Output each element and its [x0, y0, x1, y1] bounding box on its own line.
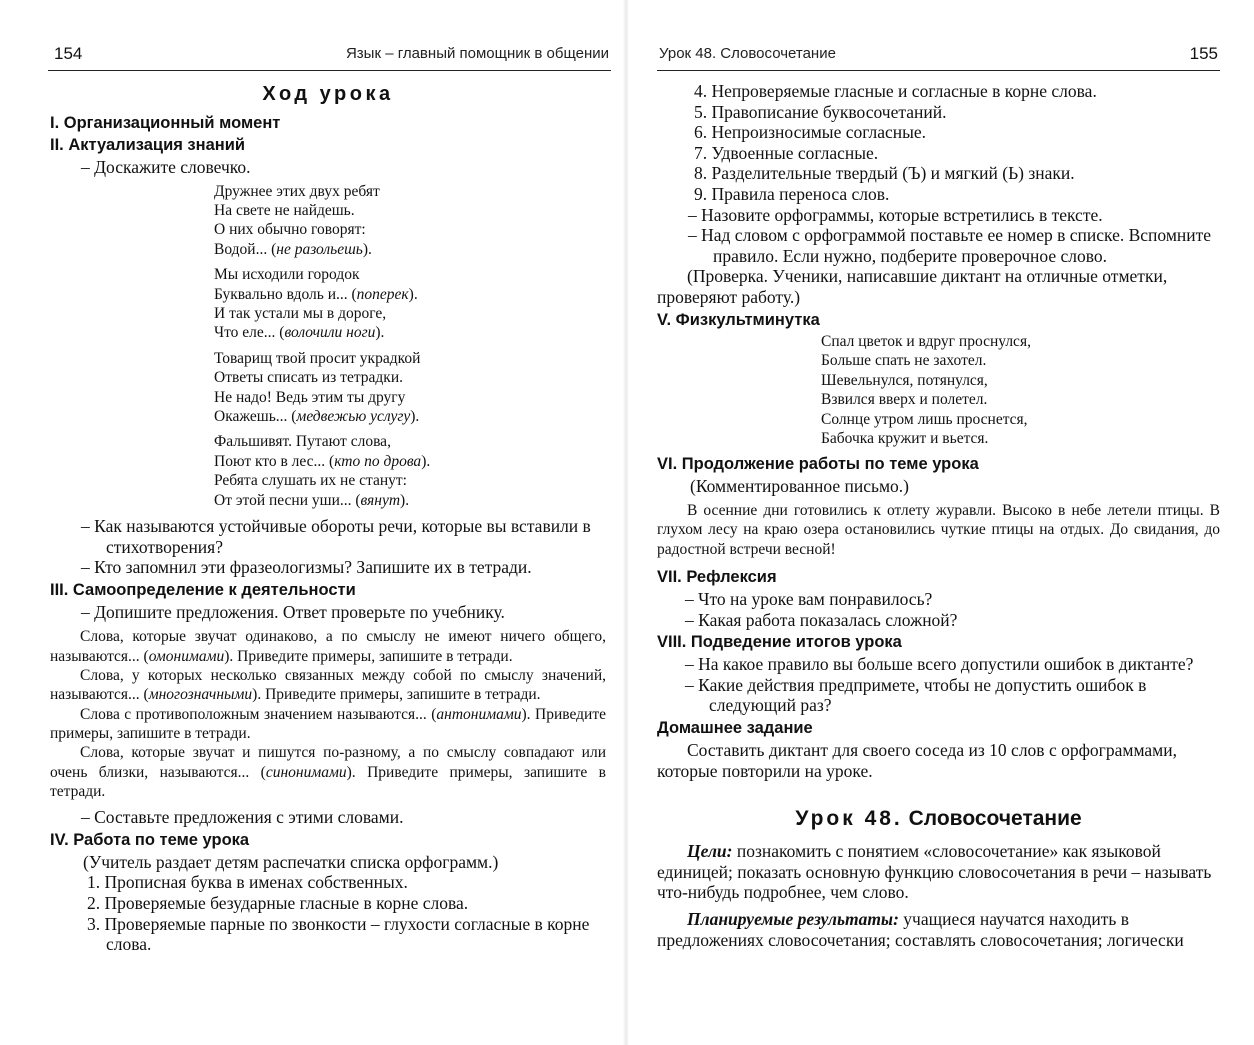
poem-line: Не надо! Ведь этим ты другу — [214, 388, 406, 406]
poem-line: Поют кто в лес... (кто по дрова). — [214, 452, 431, 470]
task: – Назовите орфограммы, которые встретились в тексте. — [688, 204, 1103, 225]
note: (Комментированное письмо.) — [690, 475, 909, 496]
task: – Над словом с орфограммой поставьте ее номер в списке. Вспомните правило. Если нужно, подберите проверочное слово. — [688, 225, 1212, 266]
page-number: 155 — [1189, 44, 1218, 63]
note: (Учитель раздает детям распечатки списка орфограмм.) — [83, 851, 499, 872]
question: – Какая работа показалась сложной? — [685, 609, 958, 630]
exercise-paragraph: Слова, которые звучат и пишутся по-разному, а по смыслу совпадают или очень близки, называются... (синонимами). Приведите примеры, запишите в тетради. — [50, 744, 606, 800]
lesson-name: Словосочетание — [908, 807, 1082, 831]
question: – Кто запомнил эти фразеологизмы? Запишите их в тетради. — [81, 557, 532, 578]
poem-line: От этой песни уши... (вянут). — [214, 491, 410, 509]
poem-line: Дружнее этих двух ребят — [214, 182, 380, 200]
section-heading: VII. Рефлексия — [657, 568, 777, 587]
task: – Составьте предложения с этими словами. — [81, 807, 404, 828]
answer: синонимами — [265, 763, 347, 781]
homework-heading: Домашнее задание — [657, 718, 813, 737]
homework-text: Составить диктант для своего соседа из 10 слов с орфограммами, которые повторили на уроке. — [657, 739, 1177, 781]
lesson-title — [657, 807, 1220, 831]
exercise-paragraph: Слова, которые звучат одинаково, а по смыслу не имеют ничего общего, называются... (омонимами). Приведите примеры, запишите в тетради. — [50, 628, 606, 665]
poem-line: Что еле... (волочили ноги). — [214, 324, 385, 342]
poem-line: Фальшивят. Путают слова, — [214, 433, 391, 451]
poem-line: Водой... (не разольешь). — [214, 240, 372, 258]
results-paragraph: Планируемые результаты: учащиеся научатся находить в предложениях словосочетания; составлять словосочетания; логически — [657, 908, 1184, 950]
answer: волочили ноги — [284, 324, 376, 342]
riddle-stanza — [214, 349, 606, 427]
lesson-number: Урок 48. — [795, 807, 903, 831]
section-heading: IV. Работа по теме урока — [50, 830, 250, 849]
riddle-stanza — [214, 265, 606, 343]
spelling-rule-item: 3. Проверяемые парные по звонкости – глухости согласные в корне слова. — [87, 913, 590, 955]
dictation-text: В осенние дни готовились к отлету журавли. Высоко в небе летели птицы. В глухом лесу на краю озера остановились чуткие птицы на отдых. До свидания, до радостной встречи весной! — [657, 502, 1220, 558]
poem-line: Мы исходили городок — [214, 266, 360, 284]
section-heading: VI. Продолжение работы по теме урока — [657, 454, 979, 473]
page-content — [50, 81, 606, 955]
note: (Проверка. Ученики, написавшие диктант на отличные отметки, проверяют работу.) — [657, 266, 1168, 307]
answer: многозначными — [148, 686, 253, 704]
section-heading: VIII. Подведение итогов урока — [657, 633, 902, 652]
poem-line: Спал цветок и вдруг проснулся, — [821, 332, 1031, 350]
answer: кто по дрова — [334, 452, 422, 470]
answer: поперек — [356, 285, 409, 303]
question: – Что на уроке вам понравилось? — [685, 589, 933, 610]
poem-line: Ответы списать из тетрадки. — [214, 369, 403, 387]
question: – Какие действия предпримете, чтобы не допустить ошибок в следующий раз? — [685, 674, 1147, 716]
section-heading: I. Организационный момент — [50, 114, 281, 132]
page-number: 154 — [54, 44, 83, 63]
poem-line: Буквально вдоль и... (поперек). — [214, 285, 418, 303]
poem-line: Взвился вверх и полетел. — [821, 391, 988, 409]
question: – На какое правило вы больше всего допустили ошибок в диктанте? — [685, 654, 1194, 675]
running-head — [48, 40, 611, 71]
answer: не разольешь — [276, 240, 363, 258]
lesson-progress-title: Ход урока — [262, 83, 394, 105]
spelling-rule-item: 9. Правила переноса слов. — [694, 183, 890, 204]
left-page — [0, 0, 625, 1045]
running-head — [657, 40, 1220, 71]
answer: омонимами — [148, 647, 225, 665]
exercise-paragraph: Слова, у которых несколько связанных между собой по смыслу значений, называются... (многозначными). Приведите примеры, запишите в тетради. — [50, 667, 606, 704]
spelling-rule-item: 6. Непроизносимые согласные. — [694, 122, 927, 143]
spelling-rule-item: 4. Непроверяемые гласные и согласные в корне слова. — [694, 81, 1097, 101]
section-heading: V. Физкультминутка — [657, 310, 820, 329]
section-heading: II. Актуализация знаний — [50, 136, 246, 154]
exercise-poem — [821, 332, 1220, 449]
spelling-rule-item: 5. Правописание буквосочетаний. — [694, 101, 947, 122]
poem-line: И так устали мы в дороге, — [214, 305, 387, 323]
results-label: Планируемые результаты: — [687, 908, 899, 929]
riddle-stanza — [214, 182, 606, 260]
prompt: – Допишите предложения. Ответ проверьте по учебнику. — [81, 601, 505, 622]
spelling-rule-item: 1. Прописная буква в именах собственных. — [87, 872, 408, 893]
running-title: Язык – главный помощник в общении — [345, 45, 609, 62]
answer: антонимами — [436, 705, 522, 723]
riddle-stanza — [214, 432, 606, 510]
answer: вянут — [360, 491, 401, 509]
goals-label: Цели: — [687, 841, 733, 862]
spelling-rule-item: 7. Удвоенные согласные. — [694, 142, 879, 163]
section-heading: III. Самоопределение к деятельности — [50, 580, 356, 599]
right-page — [627, 0, 1254, 1045]
poem-line: Шевельнулся, потянулся, — [821, 371, 988, 389]
poem-line: Окажешь... (медвежью услугу). — [214, 408, 420, 426]
goals-paragraph: Цели: познакомить с понятием «словосочетание» как языковой единицей; показать основную функцию словосочетания в речи – называть что-нибудь подробнее, чем слово. — [657, 841, 1212, 903]
prompt: – Доскажите словечко. — [81, 157, 251, 177]
poem-line: Солнце утром лишь проснется, — [821, 410, 1028, 428]
poem-line: На свете не найдешь. — [214, 202, 355, 219]
running-title: Урок 48. Словосочетание — [659, 45, 836, 62]
poem-line: Товарищ твой просит украдкой — [214, 349, 421, 367]
poem-line: О них обычно говорят: — [214, 221, 366, 239]
poem-line: Ребята слушать их не станут: — [214, 472, 407, 490]
question: – Как называются устойчивые обороты речи, которые вы вставили в стихотворения? — [81, 516, 591, 557]
riddle-poems — [214, 182, 606, 511]
spelling-rule-item: 8. Разделительные твердый (Ъ) и мягкий (Ь) знаки. — [694, 163, 1075, 184]
answer: медвежью услугу — [296, 408, 411, 426]
poem-line: Бабочка кружит и вьется. — [821, 430, 989, 448]
exercise-paragraph: Слова с противоположным значением называются... (антонимами). Приведите примеры, запишите в тетради. — [50, 705, 606, 742]
page-content — [657, 81, 1220, 950]
spelling-rule-item: 2. Проверяемые безударные гласные в корне слова. — [87, 892, 469, 913]
poem-line: Больше спать не захотел. — [821, 352, 987, 370]
